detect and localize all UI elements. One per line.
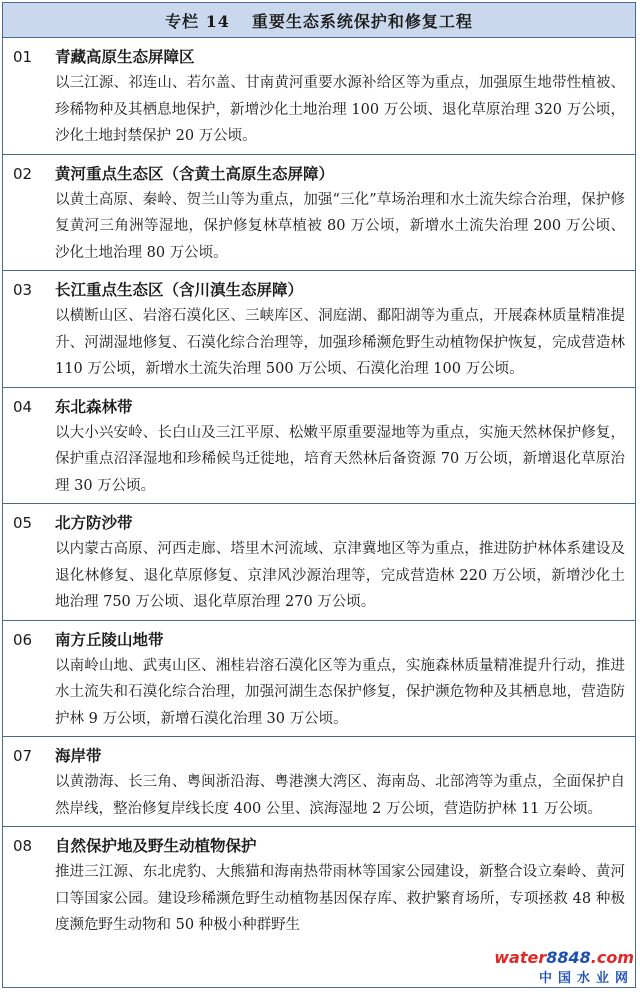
section-text: 以南岭山地、武夷山区、湘桂岩溶石漠化区等为重点，实施森林质量精准提升行动，推进水土流失和石漠化综合治理，加强河湖生态保护修复，保护濒危物种及其栖息地，营造防护林 9 万公顷，新增石漠化治理 30 万公顷。 bbox=[55, 657, 625, 727]
section-name: 南方丘陵山地带 bbox=[55, 629, 164, 649]
section-text: 以横断山区、岩溶石漠化区、三峡库区、洞庭湖、鄱阳湖等为重点，开展森林质量精准提升、河湖湿地修复、石漠化综合治理等，加强珍稀濒危野生动植物保护恢复，完成营造林 110 万公顷，新增水土流失治理 500 万公顷、石漠化治理 100 万公顷。 bbox=[55, 308, 625, 377]
section-code: 03 bbox=[13, 281, 33, 299]
section-01 bbox=[3, 38, 635, 155]
section-code: 05 bbox=[13, 514, 33, 532]
section-02 bbox=[3, 155, 635, 272]
watermark-logo bbox=[494, 948, 634, 986]
section-code: 04 bbox=[13, 397, 33, 416]
column-number: 专栏 14 bbox=[165, 11, 230, 31]
section-name: 海岸带 bbox=[55, 746, 102, 765]
section-code: 02 bbox=[13, 164, 33, 183]
column-title: 重要生态系统保护和修复工程 bbox=[251, 11, 473, 31]
section-05 bbox=[3, 504, 635, 621]
section-08 bbox=[3, 827, 635, 943]
section-07 bbox=[3, 737, 635, 827]
section-name: 长江重点生态区（含川滇生态屏障） bbox=[55, 280, 304, 299]
section-text: 推进三江源、东北虎豹、大熊猫和海南热带雨林等国家公园建设，新整合设立秦岭、黄河口等国家公园。建设珍稀濒危野生动植物基因保存库、救护繁育场所，专项拯救 48 种极度濒危野生动物和 50 种极小种群野生 bbox=[55, 864, 625, 933]
section-03 bbox=[3, 271, 635, 388]
watermark-brand-a: water bbox=[494, 948, 547, 967]
section-code: 01 bbox=[13, 48, 33, 66]
watermark-cn: 中国水业网 bbox=[538, 971, 634, 986]
column-title-bar bbox=[3, 3, 635, 38]
watermark-brand-c: .com bbox=[590, 948, 634, 967]
section-name: 自然保护地及野生动植物保护 bbox=[55, 836, 257, 855]
section-name: 黄河重点生态区（含黄土高原生态屏障） bbox=[55, 163, 335, 183]
section-name: 青藏高原生态屏障区 bbox=[55, 47, 195, 66]
watermark-brand-b: 8848 bbox=[546, 948, 591, 967]
section-text: 以三江源、祁连山、若尔盖、甘南黄河重要水源补给区等为重点，加强原生地带性植被、珍稀物种及其栖息地保护，新增沙化土地治理 100 万公顷、退化草原治理 320 万公顷，沙化土地封禁保护 20 万公顷。 bbox=[55, 75, 625, 144]
section-name: 北方防沙带 bbox=[55, 513, 133, 532]
section-text: 以黄渤海、长三角、粤闽浙沿海、粤港澳大湾区、海南岛、北部湾等为重点，全面保护自然岸线，整治修复岸线长度 400 公里、滨海湿地 2 万公顷，营造防护林 11 万公顷。 bbox=[55, 774, 625, 817]
section-text: 以黄土高原、秦岭、贺兰山等为重点，加强“三化”草场治理和水土流失综合治理，保护修复黄河三角洲等湿地，保护修复林草植被 80 万公顷，新增水土流失治理 200 万公顷、沙化土地治理 80 万公顷。 bbox=[55, 191, 625, 261]
section-text: 以内蒙古高原、河西走廊、塔里木河流域、京津冀地区等为重点，推进防护林体系建设及退化林修复、退化草原修复、京津风沙源治理等，完成营造林 220 万公顷，新增沙化土地治理 750 万公顷、退化草原治理 270 万公顷。 bbox=[55, 541, 625, 610]
column-box bbox=[2, 2, 636, 988]
section-code: 07 bbox=[13, 747, 33, 765]
section-name: 东北森林带 bbox=[55, 396, 133, 416]
section-code: 06 bbox=[13, 630, 33, 649]
section-04 bbox=[3, 388, 635, 505]
section-text: 以大小兴安岭、长白山及三江平原、松嫩平原重要湿地等为重点，实施天然林保护修复，保护重点沼泽湿地和珍稀候鸟迁徙地，培育天然林后备资源 70 万公顷，新增退化草原治理 30 万公顷。 bbox=[55, 424, 625, 494]
section-06 bbox=[3, 621, 635, 738]
section-code: 08 bbox=[13, 837, 33, 855]
